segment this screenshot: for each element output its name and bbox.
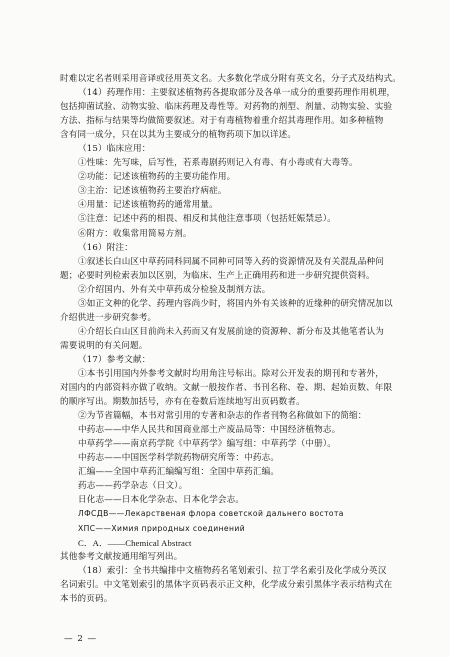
abbreviation-entry: 日化志——日本化学杂志、日本化学会志。: [78, 495, 245, 506]
body-line: 方法、指标与结果等均做简要叙述。对于有毒植物着重介绍其毒理作用。如多种植物: [60, 116, 384, 127]
body-line: 包括抑菌试验、动物实验、临床药理及毒性等。对药物的剂型、剂量、动物实验、实验: [60, 102, 393, 113]
abbreviation-entry-russian: ХПС——Химия природных соединений: [78, 523, 246, 533]
body-line: 其他参考文献按通用缩写列出。: [60, 551, 183, 562]
body-line: 本书的页码。: [60, 593, 113, 604]
list-item: ③主治：记述该植物药主要治疗病症。: [78, 186, 227, 197]
section-18-heading-line: （18）索引：全书共编排中文植物药名笔划索引、拉丁学名索引及化学成分英汉: [78, 565, 387, 576]
abbreviation-entry: 汇编——全国中草药汇编编写组：全国中草药汇编。: [78, 467, 280, 478]
abbreviation-entry: 中药志——中华人民共和国商业部土产废品局等：中国经济植物志。: [78, 425, 341, 436]
body-line: 含有同一成分，只在以其为主要成分的植物药项下加以详述。: [60, 130, 297, 141]
list-item: ③如正文种的化学、药理内容尚少时，将国内外有关该种的近缘种的研究情况加以: [78, 298, 393, 309]
list-item: ①本书引用国内外参考文献时均用角注号标出。除对公开发表的期刊和专著外，: [78, 368, 385, 379]
section-15-heading: （15）临床应用：: [78, 144, 151, 155]
list-item: ②介绍国内、外有关中草药成分检验及制剂方法。: [78, 284, 271, 295]
body-line: 需要说明的有关问题。: [60, 340, 148, 351]
list-item: ⑥附方：收集常用简易方剂。: [78, 228, 192, 239]
abbreviation-entry: 药志——药学杂志（日文）。: [78, 481, 188, 492]
abbreviation-entry: 中药志——中国医学科学院药物研究所等：中药志。: [78, 453, 280, 464]
page-body: [60, 72, 412, 606]
list-item: ④用量：记述该植物药的通常用量。: [78, 200, 218, 211]
body-line: 时难以定名者则采用音译或径用英文名。大多数化学成分附有英文名，分子式及结构式。: [60, 74, 402, 84]
abbreviation-entry-russian: ЛФСДВ——Лекарственая флора советской дальнего востота: [78, 509, 344, 519]
body-line: 介绍供进一步研究参考。: [60, 312, 157, 323]
list-item: ④介绍长白山区目前尚未入药而又有发展前途的资源种、新分布及其他笔者认为: [78, 326, 385, 337]
body-line: 的顺序写出。期数加括号，亦有在卷数后连续地写出页码数者。: [60, 397, 305, 408]
body-line: 名词索引。中文笔划索引的黑体字页码表示正文种，化学成分索引黑体字表示结构式在: [60, 579, 393, 590]
abbreviation-entry-english: C．A．——Chemical Abstract: [78, 537, 192, 548]
abbreviation-entry: 中草药学——南京药学院《中草药学》编写组：中草药学（中册）。: [78, 439, 337, 450]
body-line: 对国内的内部资料亦做了收纳。文献一般按作者、书刊名称、卷、期、起始页数、年限: [60, 383, 393, 394]
list-item: ②功能：记述该植物药的主要功能作用。: [78, 172, 236, 183]
list-item: ⑤注意：记述中药的相畏、相反和其他注意事项（包括妊娠禁忌）。: [78, 214, 337, 225]
section-17-heading: （17）参考文献：: [78, 354, 151, 365]
section-16-heading: （16）附注：: [78, 242, 133, 253]
list-item: ①性味：先写味，后写性，若系毒剧药则记入有毒、有小毒或有大毒等。: [78, 158, 358, 169]
section-14-heading-line: （14）药理作用：主要叙述植物药各提取部分及各单一成分的重要药理作用机理，: [78, 88, 396, 99]
list-item: ①叙述长白山区中草药同科同属不同种可同等入药的资源情况及有关混乱品种问: [78, 256, 385, 267]
list-item: ②为节省篇幅，本书对常引用的专著和杂志的作者刊物名称做如下的简缩：: [78, 411, 367, 422]
page-number: — 2 —: [64, 634, 98, 644]
body-line: 题；必要时列检索表加以区别，为临床、生产上正确用药和进一步研究提供资料。: [60, 270, 375, 281]
